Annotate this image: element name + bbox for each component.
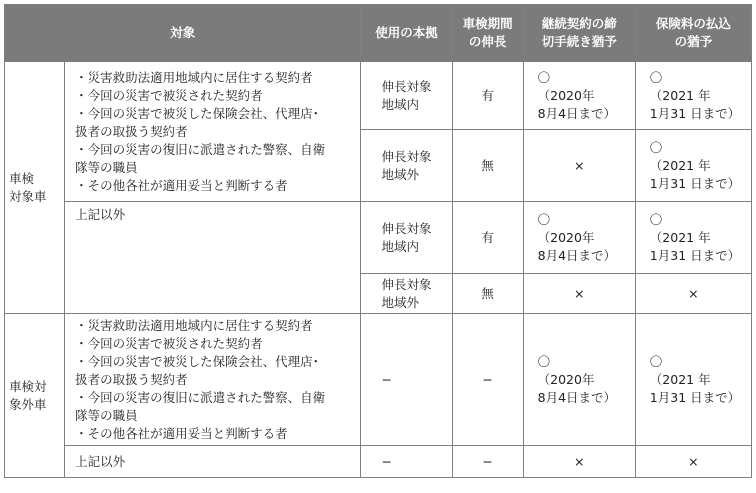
renewal-grace-cell xyxy=(523,202,635,274)
premium-line: （2021 年 xyxy=(649,229,711,245)
header-premium-grace xyxy=(635,5,751,62)
premium-grace-cell xyxy=(635,202,751,274)
premium-line: 〇 xyxy=(649,69,663,85)
header-line: の伸長 xyxy=(468,34,507,49)
renewal-line: 〇 xyxy=(537,353,551,369)
header-line: 切手続き猶予 xyxy=(541,34,617,49)
target-line: ・今回の災害の復旧に派遣された警察、自衛 xyxy=(75,389,326,405)
table-row xyxy=(5,62,752,130)
use-base-cell xyxy=(361,62,452,130)
premium-line: （2021 年 xyxy=(649,157,711,173)
premium-line: 1月31 日まで） xyxy=(649,389,741,405)
header-use-base: 使用の本拠 xyxy=(361,5,452,62)
extension-cell: − xyxy=(452,314,523,446)
category-line: 車検対 xyxy=(9,378,47,394)
extension-cell: 有 xyxy=(452,62,523,130)
renewal-line: 8月4日まで） xyxy=(537,389,617,405)
target-list-cell xyxy=(65,314,361,446)
renewal-line: （2020年 xyxy=(537,371,595,387)
use-base-cell xyxy=(361,202,452,274)
table-row xyxy=(5,446,752,478)
header-target: 対象 xyxy=(5,5,361,62)
extension-cell: − xyxy=(452,446,523,478)
header-line: 車検期間 xyxy=(462,16,513,31)
use-base-cell xyxy=(361,130,452,202)
use-line: 地域外 xyxy=(381,294,419,310)
renewal-grace-cell xyxy=(523,130,635,202)
target-line: ・今回の災害の復旧に派遣された警察、自衛 xyxy=(75,141,326,157)
target-line: ・災害救助法適用地域内に居住する契約者 xyxy=(75,317,313,333)
premium-line: 〇 xyxy=(649,139,663,155)
premium-grace-cell xyxy=(635,314,751,446)
other-label: 上記以外 xyxy=(75,453,126,469)
target-line: ・その他各社が適用妥当と判断する者 xyxy=(75,177,288,193)
target-list-cell xyxy=(65,62,361,202)
premium-grace-cell xyxy=(635,130,751,202)
header-row xyxy=(5,5,752,62)
renewal-grace-cell xyxy=(523,62,635,130)
renewal-line: 〇 xyxy=(537,211,551,227)
header-renewal-grace xyxy=(523,5,635,62)
category-line: 対象車 xyxy=(9,188,47,204)
premium-line: （2021 年 xyxy=(649,87,711,103)
premium-grace-cell xyxy=(635,274,751,314)
premium-grace-cell xyxy=(635,446,751,478)
renewal-line: × xyxy=(573,157,585,173)
header-line: 継続契約の締 xyxy=(541,16,617,31)
renewal-grace-cell xyxy=(523,446,635,478)
category-line: 車検 xyxy=(9,170,35,186)
use-line: 伸長対象 xyxy=(381,220,432,236)
target-line: ・災害救助法適用地域内に居住する契約者 xyxy=(75,69,313,85)
premium-line: 1月31 日まで） xyxy=(649,247,741,263)
table-row xyxy=(5,202,752,274)
use-line: 伸長対象 xyxy=(381,276,432,292)
extension-cell: 無 xyxy=(452,274,523,314)
target-line: ・今回の災害で被災した保険会社、代理店･ xyxy=(75,105,319,121)
premium-line: × xyxy=(688,285,699,301)
use-line: 地域内 xyxy=(381,96,419,112)
target-line: ・その他各社が適用妥当と判断する者 xyxy=(75,425,288,441)
renewal-line: （2020年 xyxy=(537,87,595,103)
header-inspection-extension xyxy=(452,5,523,62)
other-cell xyxy=(65,446,361,478)
renewal-line: 8月4日まで） xyxy=(537,247,617,263)
renewal-grace-cell xyxy=(523,274,635,314)
header-line: 保険料の払込 xyxy=(655,16,731,31)
target-line: ・今回の災害で被災した保険会社、代理店･ xyxy=(75,353,319,369)
premium-line: × xyxy=(688,453,699,469)
premium-line: 〇 xyxy=(649,211,663,227)
other-cell xyxy=(65,202,361,314)
use-line: 伸長対象 xyxy=(381,78,432,94)
target-line: 扱者の取扱う契約者 xyxy=(75,371,188,387)
premium-line: 〇 xyxy=(649,353,663,369)
target-line: ・今回の災害で被災された契約者 xyxy=(75,87,263,103)
target-line: 隊等の職員 xyxy=(75,407,138,423)
use-base-cell: − xyxy=(361,314,452,446)
use-base-cell xyxy=(361,274,452,314)
premium-grace-cell xyxy=(635,62,751,130)
target-line: 隊等の職員 xyxy=(75,159,138,175)
use-line: 伸長対象 xyxy=(381,148,432,164)
header-line: の猶予 xyxy=(674,34,713,49)
grace-measures-table xyxy=(4,4,752,478)
target-line: 扱者の取扱う契約者 xyxy=(75,123,188,139)
category-line: 象外車 xyxy=(9,396,47,412)
target-line: ・今回の災害で被災された契約者 xyxy=(75,335,263,351)
use-line: 地域内 xyxy=(381,238,419,254)
renewal-line: 8月4日まで） xyxy=(537,105,617,121)
extension-cell: 無 xyxy=(452,130,523,202)
table-row xyxy=(5,314,752,446)
use-base-cell: − xyxy=(361,446,452,478)
renewal-line: × xyxy=(573,453,585,469)
premium-line: 1月31 日まで） xyxy=(649,175,741,191)
renewal-line: 〇 xyxy=(537,69,551,85)
renewal-line: （2020年 xyxy=(537,229,595,245)
use-line: 地域外 xyxy=(381,166,419,182)
category-cell xyxy=(5,62,65,314)
renewal-line: × xyxy=(573,285,585,301)
premium-line: （2021 年 xyxy=(649,371,711,387)
category-cell xyxy=(5,314,65,478)
renewal-grace-cell xyxy=(523,314,635,446)
premium-line: 1月31 日まで） xyxy=(649,105,741,121)
extension-cell: 有 xyxy=(452,202,523,274)
other-label: 上記以外 xyxy=(75,207,126,222)
